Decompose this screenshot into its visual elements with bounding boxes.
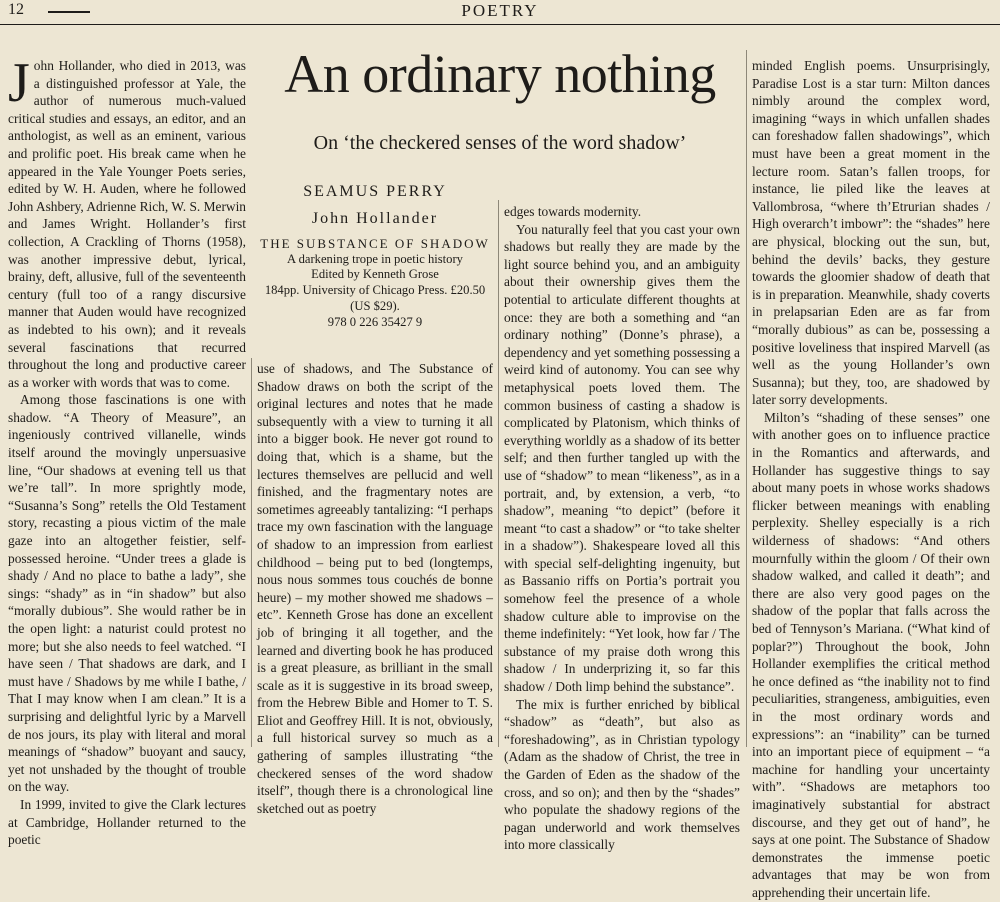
book-subtitle: A darkening trope in poetic history [287,251,463,266]
book-price-us: (US $29). [350,298,400,313]
paragraph: Among those fascinations is one with shadow. “A Theory of Measure”, an ingeniously contrived villanelle, winds itself around the movingly unpersuasive line, “Our shadows at evening tell us that we’re tall”. In more sprightly mode, “Susanna’s Song” retells the Old Testament story, recasting a pious victim of the male gaze into an altogether feistier, self-possessed heroine. “Under trees a glade is shady / And no place to bathe a lady”, she sings: “shady” as in “in shadow” but also “morally dubious”. She would rather be in the open light: a naturist could protest no more; but she also needs to feel watched. “I have seen / That shadows are dark, and I must have / Shadows by me while I bathe, / That I may know when I am clean.” It is a surprising and delightful lyric by a Marvell de nos jours, its play with literal and moral meanings of “shadow” buoyant and saucy, yet not unshaded by the thought of trouble on the way. [8,392,246,795]
column-1 [8,52,246,848]
column-rule [251,358,252,747]
deck: On ‘the checkered senses of the word shadow’ [313,132,687,154]
book-author: John Hollander [311,210,439,227]
header-rule [0,24,1000,25]
byline: SEAMUS PERRY [303,183,447,200]
paragraph: In 1999, invited to give the Clark lectures at Cambridge, Hollander returned to the poetic [8,796,246,848]
paragraph: You naturally feel that you cast your own shadows but really they are made by the light source behind you, and an ambiguity about their ownership gives them the potential to articulate different thoughts at once: they are both a something and “an ordinary nothing” (Donne’s phrase), a dependency and yet something possessing a weird kind of autonomy. You can see why metaphysical poets loved them. The common business of casting a shadow is complicated by Platonism, which thinks of everything worldly as a shadow of its better self; and then further tangled up with the use of “shadow” to mean “likeness”, as in a portrait, and, by extension, a verb, “to shadow”, meaning “to depict” (before it meant “to cast a shadow” or “to take shelter in a shadow”). Shakespeare loved all this with special self-delighting ingenuity, but as Bassanio riffs on Portia’s portrait you somehow feel the presence of a whole shadow culture able to improvise on the theme indefinitely: “Yet look, how far / The substance of my praise doth wrong this shadow / In underprizing it, so far this shadow / Doth limp behind the substance”. [504,221,740,695]
paragraph: minded English poems. Unsurprisingly, Paradise Lost is a star turn: Milton dances nimbly around the complex word, imagining “ways in which unfallen shades can foreshadow fallen shadowings”, which must have been a great moment in the lecture room. Satan’s fallen troops, for instance, lie piled like the leaves at Vallombrosa, “where th’Etrurian shades / High overarch’t imbowr”: the “shades” here are physical, blocking out the sun, but, behind the devils’ backs, they gesture towards the gloomier shadow of death that is in preparation. Meanwhile, shady coverts in prelapsarian Eden are as far from “morally dubious” as can be, possessing a positive loveliness that inspired Marvell (as well as the young Hollander’s own Susanna); but they, too, are shadowed by later sorry developments. [752,58,990,408]
book-publisher: 184pp. University of Chicago Press. £20.50 [264,283,486,298]
book-details [257,211,493,331]
column-3 [504,203,740,853]
column-2 [257,360,493,816]
drop-cap: J [8,52,30,114]
column-rule [498,200,499,747]
page-number: 12 [8,1,24,18]
paragraph: Milton’s “shading of these senses” one with another goes on to influence practice in the Romantics and afterwards, and Hollander has suggestive things to say about many poets in whose works shadows flicker between meanings with enabling perplexity. Shelley especially is a rich wilderness of shadows: “And others mournfully within the gloom / Of their own shadow walked, and called it death”; and there are also very good pages on the shadow of the poplar that falls across the bed of Tennyson’s Mariana. (“What kind of poplar?”) Throughout the book, John Hollander exemplifies the critical method he once defined as “the inability not to find peculiarities, strangeness, ambiguities, even in the most ordinary words and expressions”: an “inability” can be turned into an important piece of equipment – “a machine for handling your uncertainty with”. “Shadows are metaphors too imaginatively substantial for abstract discourse, and they get out of hand”, he says at one point. The Substance of Shadow demonstrates the immense poetic advantages that may be won from apprehending their uncertain life. [752,409,990,900]
book-isbn: 978 0 226 35427 9 [327,314,423,329]
column-rule [746,50,747,747]
book-editor: Edited by Kenneth Grose [311,267,439,282]
column-4 [752,57,990,900]
paragraph: The mix is further enriched by biblical “shadow” as “death”, but also as “foreshadowing”, as in Christian typology (Adam as the shadow of Christ, the tree in the Garden of Eden as the shadow of the cross, and so on); and then by the “shades” who populate the shadowy regions of the pagan underworld and work themselves into more classically [504,696,740,853]
paragraph-text: ohn Hollander, who died in 2013, was a distinguished professor at Yale, the author of numerous much-valued critical studies and essays, an editor, and an anthologist, as well as an eminent, various and prolific poet. His break came when he appeared in the Yale Younger Poets series, edited by W. H. Auden, where he followed John Ashbery, Adrienne Rich, W. S. Merwin and James Wright. Hollander’s first collection, A Crackling of Thorns (1958), was another impressive debut, lyrical, brainy, deft, allusive, full of the seventeenth century (full too of a rangy discursive manner that Auden would have recognized as indebted to his own); and it reveals several fascinations that recurred throughout the long and productive career as a worker with words that was to come. [8,58,246,390]
paragraph: edges towards modernity. [504,204,642,219]
paragraph [8,52,246,391]
paragraph: use of shadows, and The Substance of Shadow draws on both the script of the original lectures and notes that he made subsequently with a view to turning it all into a bigger book. He never got round to doing that, which is a shame, but the lectures themselves are pellucid and well finished, and the fragmentary notes are sometimes agreeably tantalizing: “I perhaps trace my own fascination with the language of shadow to an impression from earliest childhood – being put to bed (longtemps, nous nous sommes tous couchés de bonne heure) – my mother showed me shadows – etc”. Kenneth Grose has done an excellent job of bringing it all together, and the learned and diverting book he has produced is a great pleasure, as brilliant in the small scale as it is suggestive in its broad sweep, from the Hebrew Bible and Homer to T. S. Eliot and Geoffrey Hill. It is not, obviously, a full historical survey so much as a gathering of samples illustrating “the checkered senses of the word shadow itself”, though there is a chronological line sketched out as poetry [257,361,493,816]
headline: An ordinary nothing [284,44,716,104]
book-title: THE SUBSTANCE OF SHADOW [260,235,490,251]
section-title: POETRY [461,1,539,20]
